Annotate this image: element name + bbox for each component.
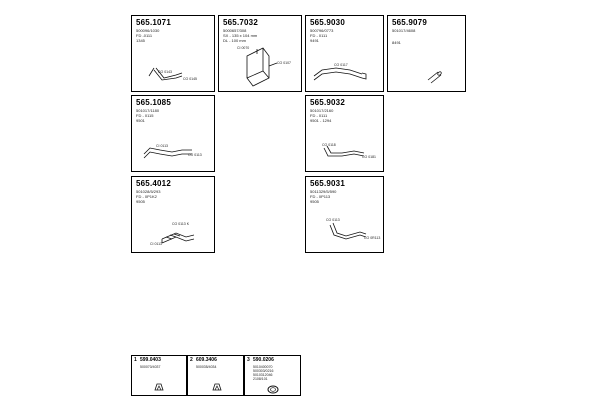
part-detail: 9491 <box>310 38 319 43</box>
part-detail: 501028/5/293 <box>136 189 161 194</box>
accessory-index: 1 <box>134 357 137 363</box>
part-detail: 9501 <box>136 118 145 123</box>
part-detail: 9505 <box>136 199 145 204</box>
part-number: 565.9031 <box>310 179 345 188</box>
muffler-drawing <box>219 16 303 93</box>
connector-label: CO 0181 <box>362 155 377 159</box>
part-detail: 9505 <box>310 199 319 204</box>
accessory-part-number: 590.0206 <box>253 357 274 363</box>
part-card[interactable] <box>218 15 302 92</box>
part-detail: 501017/2160 <box>310 108 334 113</box>
part-detail: FD - 0111 <box>310 33 328 38</box>
tail-pipe-drawing <box>388 16 467 93</box>
part-detail: FD - 0111 <box>310 113 328 118</box>
exhaust-pipe-drawing <box>306 177 385 254</box>
connector-label: CO 0113 <box>188 153 202 157</box>
accessory-part-number: 609.3406 <box>196 357 217 363</box>
part-number: 565.7032 <box>223 18 258 27</box>
accessory-detail: 500303/0216 <box>253 369 274 373</box>
accessory-cell[interactable] <box>131 355 187 396</box>
part-number: 565.1071 <box>136 18 171 27</box>
accessory-detail: 2108/101 <box>253 377 268 381</box>
exhaust-pipe-drawing <box>132 96 216 173</box>
part-detail: 500796/0773 <box>310 28 334 33</box>
connector-label: CO 0117 <box>334 63 348 67</box>
part-detail: SX - 135 x 104 mm <box>223 33 258 38</box>
accessory-part-number: 599.0403 <box>140 357 161 363</box>
part-detail: FD - 0P1K2 <box>136 194 157 199</box>
bracket-icon <box>212 383 222 391</box>
accessory-detail: 5010312046 <box>253 373 273 377</box>
part-card[interactable] <box>305 95 384 172</box>
connector-label: CI 0070 <box>237 46 250 50</box>
part-detail: FD - 0115 <box>136 113 154 118</box>
connector-label: CO 0118 <box>322 143 336 147</box>
connector-label: CI 0113 <box>156 144 168 148</box>
part-detail: FD - 0P113 <box>310 194 331 199</box>
part-detail: 500096/1030 <box>136 28 160 33</box>
connector-label: CO 0113 K <box>172 222 190 226</box>
part-card[interactable] <box>131 176 215 253</box>
accessory-detail: 5010400070 <box>253 365 273 369</box>
part-detail: 5000657/308 <box>223 28 247 33</box>
connector-label: CO 0R113 <box>364 236 381 240</box>
part-detail: 501017/1180 <box>136 108 160 113</box>
part-card[interactable] <box>305 15 384 92</box>
accessory-cell[interactable] <box>244 355 301 396</box>
accessory-detail: 500035/4034 <box>196 365 217 369</box>
exhaust-pipe-drawing <box>132 177 216 254</box>
accessory-cell[interactable] <box>187 355 244 396</box>
gasket-icon <box>267 385 279 394</box>
connector-label: CO 0143 <box>158 70 173 74</box>
clamp-icon <box>154 383 164 391</box>
part-card[interactable] <box>131 95 215 172</box>
accessory-detail: 500070/4037 <box>140 365 161 369</box>
part-card[interactable] <box>387 15 466 92</box>
connector-label: CO 0107 <box>277 61 292 65</box>
part-detail: DL - 100 mm <box>223 38 246 43</box>
accessory-index: 2 <box>190 357 193 363</box>
connector-label: CO 0113 <box>326 218 340 222</box>
part-detail: 9501 - 1294 <box>310 118 332 123</box>
part-detail: FD -0111 <box>136 33 153 38</box>
part-number: 565.4012 <box>136 179 171 188</box>
part-detail: 5011329/5/590 <box>310 189 337 194</box>
part-detail: 501017/4608 <box>392 28 416 33</box>
part-number: 565.9079 <box>392 18 427 27</box>
part-detail: 8491 <box>392 40 401 45</box>
connector-label: CO 0145 <box>183 77 198 81</box>
part-number: 565.9032 <box>310 98 345 107</box>
part-card[interactable] <box>305 176 384 253</box>
exhaust-pipe-drawing <box>132 16 216 93</box>
exhaust-pipe-drawing <box>306 16 385 93</box>
part-card[interactable] <box>131 15 215 92</box>
part-detail: 1345 <box>136 38 145 43</box>
exhaust-pipe-drawing <box>306 96 385 173</box>
part-number: 565.9030 <box>310 18 345 27</box>
part-number: 565.1085 <box>136 98 171 107</box>
connector-label: CI 0113 <box>150 242 162 246</box>
accessory-index: 3 <box>247 357 250 363</box>
